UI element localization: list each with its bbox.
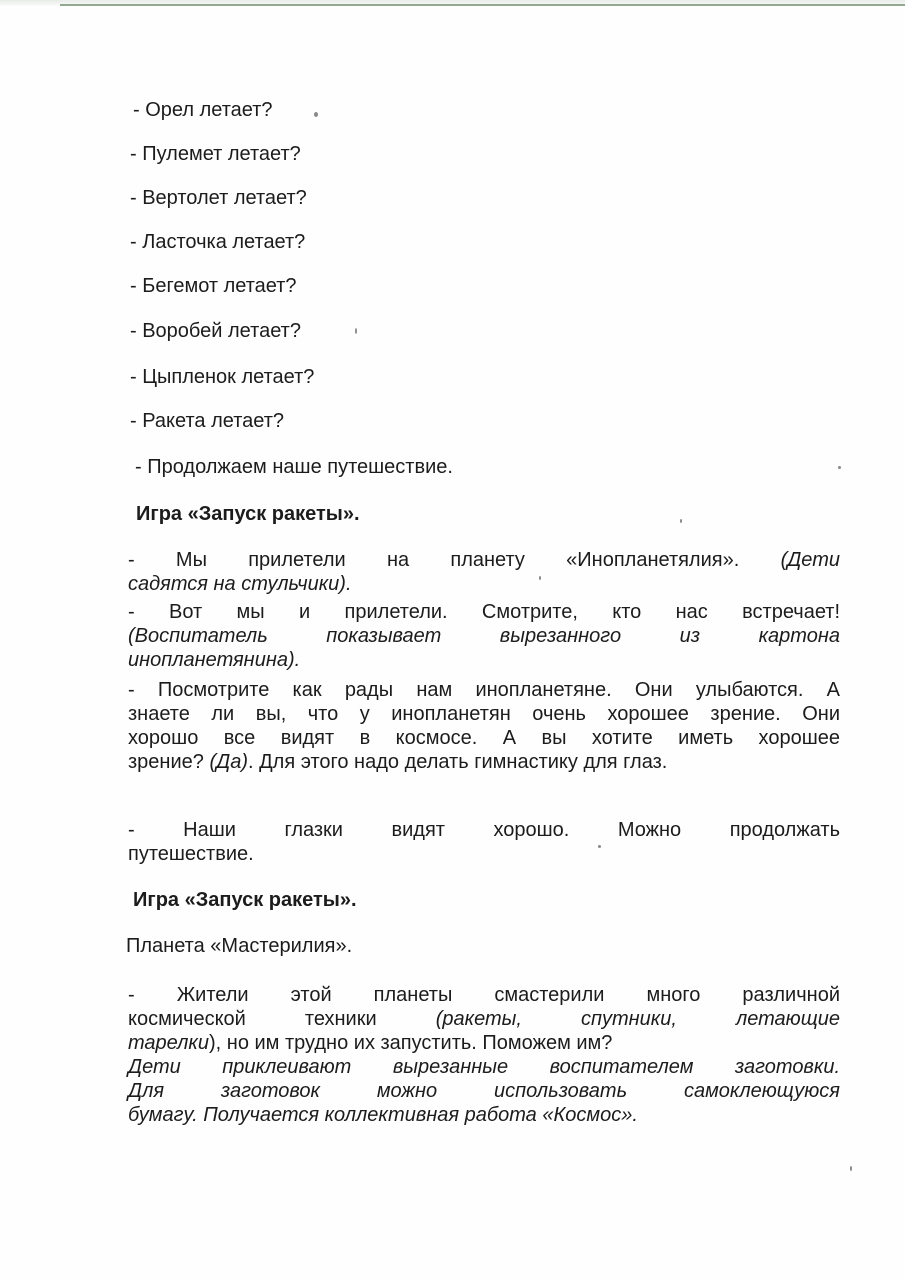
eyesight-line-1: - Посмотрите как рады нам инопланетяне. Они улыбаются. А <box>128 679 840 701</box>
scan-speck <box>838 466 841 469</box>
eyesight-question: зрение? <box>128 751 204 773</box>
masterilia-line-3 <box>128 1031 840 1055</box>
continue-line-2: путешествие. <box>128 843 254 865</box>
scan-speck <box>539 576 541 580</box>
instructions-line-2: Для заготовок можно использовать самоклеющуюся <box>128 1080 840 1102</box>
continue-line-1: - Наши глазки видят хорошо. Можно продолжать <box>128 819 840 841</box>
eyesight-answer: (Да) <box>209 751 248 773</box>
question-sparrow: - Воробей летает? <box>130 320 301 342</box>
paragraph-masterilia <box>128 983 840 1127</box>
space-technics-text: космической техники <box>128 1008 377 1030</box>
instructions-line-1: Дети приклеивают вырезанные воспитателем заготовки. <box>128 1056 840 1078</box>
greeting-note-line-3: инопланетянина). <box>128 649 301 671</box>
scan-speck <box>598 845 601 848</box>
masterilia-line-2 <box>128 1007 840 1031</box>
game-heading-1: Игра «Запуск ракеты». <box>136 503 360 525</box>
question-hippo: - Бегемот летает? <box>130 275 297 297</box>
question-eagle: - Орел летает? <box>133 99 273 121</box>
paragraph-greeting <box>128 600 840 672</box>
arrival-note-end: садятся на стульчики). <box>128 573 352 595</box>
scan-speck <box>314 112 318 117</box>
paragraph-eyesight <box>128 678 840 774</box>
eyesight-gymnastics: . Для этого надо делать гимнастику для глаз. <box>247 751 668 773</box>
eyesight-line-4 <box>128 750 840 774</box>
masterilia-line-1: - Жители этой планеты смастерили много различной <box>128 984 840 1006</box>
eyesight-line-3: хорошо все видят в космосе. А вы хотите иметь хорошее <box>128 727 840 749</box>
paragraph-continue <box>128 818 840 866</box>
continue-journey-line: - Продолжаем наше путешествие. <box>135 456 453 478</box>
paragraph-arrival-line-1 <box>128 548 840 572</box>
question-helicopter: - Вертолет летает? <box>130 187 307 209</box>
scan-speck <box>680 519 682 523</box>
paragraph-arrival <box>128 548 840 596</box>
scan-speck <box>355 328 357 334</box>
help-them-text: ), но им трудно их запустить. Поможем им? <box>209 1032 613 1054</box>
question-swallow: - Ласточка летает? <box>130 231 306 253</box>
page-top-border-line <box>60 4 905 6</box>
technics-list-note-end: тарелки <box>128 1032 209 1054</box>
eyesight-line-2: знаете ли вы, что у инопланетян очень хорошее зрение. Они <box>128 703 840 725</box>
scan-speck <box>850 1166 852 1171</box>
question-rocket: - Ракета летает? <box>130 410 284 432</box>
instructions-line-3: бумагу. Получается коллективная работа «Космос». <box>128 1104 638 1126</box>
question-chick: - Цыпленок летает? <box>130 366 315 388</box>
planet-title: Планета «Мастерилия». <box>126 935 353 957</box>
arrival-note-start: (Дети <box>780 549 840 571</box>
game-heading-2: Игра «Запуск ракеты». <box>133 889 357 911</box>
question-machine-gun: - Пулемет летает? <box>130 143 301 165</box>
arrival-text: - Мы прилетели на планету «Инопланетялия». <box>128 549 740 571</box>
greeting-note-line-2: (Воспитатель показывает вырезанного из картона <box>128 625 840 647</box>
greeting-line-1: - Вот мы и прилетели. Смотрите, кто нас встречает! <box>128 601 840 623</box>
technics-list-note: (ракеты, спутники, летающие <box>435 1008 840 1030</box>
